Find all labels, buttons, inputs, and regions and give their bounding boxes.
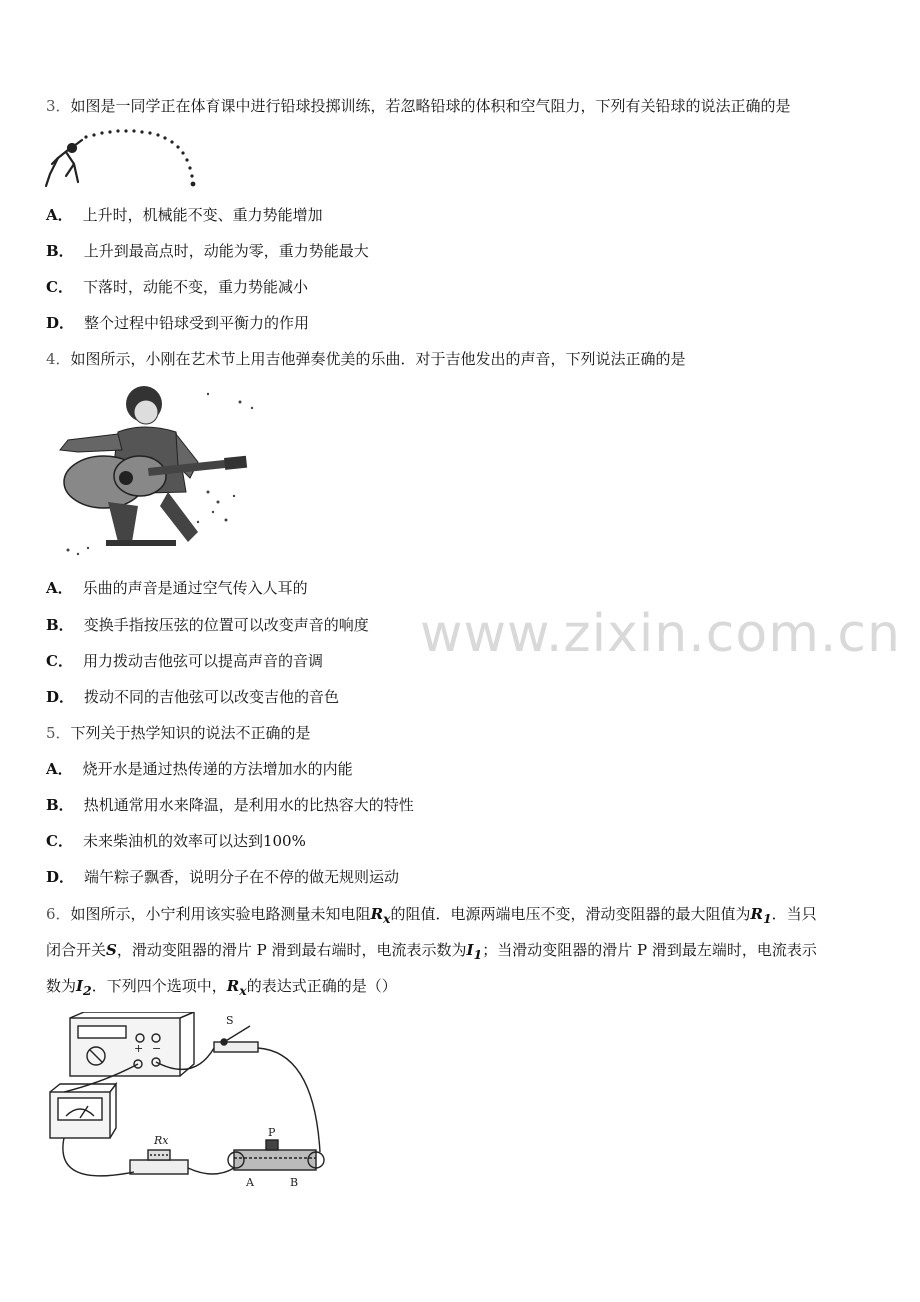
- symbol-rx-sub: x: [239, 983, 247, 998]
- option-letter: B．: [46, 616, 74, 634]
- option-letter: B．: [46, 796, 74, 814]
- option-text: 端午粽子飘香，说明分子在不停的做无规则运动: [84, 868, 400, 886]
- option-text: 未来柴油机的效率可以达到100%: [82, 832, 306, 850]
- q6-text: 的阻值．电源两端电压不变，滑动变阻器的最大阻值为: [390, 905, 751, 923]
- option-text: 烧开水是通过热传递的方法增加水的内能: [82, 760, 353, 778]
- watermark: www.zixin.com.cn: [420, 604, 901, 664]
- shot-put-figure: [44, 124, 204, 192]
- label-plus: +: [134, 1042, 144, 1055]
- q4-stem-text: 如图所示，小刚在艺术节上用吉他弹奏优美的乐曲．对于吉他发出的声音，下列说法正确的是: [70, 350, 686, 368]
- athlete-drawing: [46, 140, 82, 186]
- q4-option-a: [46, 578, 308, 598]
- option-text: 下落时，动能不变，重力势能减小: [82, 278, 308, 296]
- option-letter: A．: [46, 206, 73, 224]
- q3-stem-text: 如图是一同学正在体育课中进行铅球投掷训练，若忽略铅球的体积和空气阻力，下列有关铅球的说法正确的是: [70, 97, 791, 115]
- q3-number: 3．: [46, 97, 71, 115]
- q6-text: ．当只: [771, 905, 817, 923]
- q6-text: 的表达式正确的是（）: [246, 977, 397, 995]
- q3-option-b: [46, 241, 369, 261]
- q6-text: ．下列四个选项中，: [91, 977, 227, 995]
- q5-option-b: [46, 795, 414, 815]
- symbol-s: S: [106, 941, 117, 959]
- q3-stem: [46, 96, 791, 116]
- symbol-rx: [226, 977, 247, 998]
- q6-stem-line-1: [46, 904, 817, 929]
- q6-number: 6．: [46, 905, 71, 923]
- q3-option-d: [46, 313, 309, 333]
- q4-option-d: [46, 687, 339, 707]
- symbol-i1-sub: 1: [473, 947, 483, 962]
- option-text: 热机通常用水来降温，是利用水的比热容大的特性: [83, 796, 414, 814]
- option-letter: D．: [46, 688, 75, 706]
- guitar-player-drawing: [60, 386, 253, 555]
- option-text: 用力拨动吉他弦可以提高声音的音调: [82, 652, 323, 670]
- circuit-drawing: [50, 1012, 324, 1176]
- circuit-figure: [44, 1012, 344, 1188]
- q6-text: 数为: [46, 977, 77, 995]
- label-slider: P: [268, 1126, 276, 1139]
- symbol-rx-sub: x: [383, 911, 391, 926]
- q4-number: 4．: [46, 350, 71, 368]
- option-text: 变换手指按压弦的位置可以改变声音的响度: [83, 616, 369, 634]
- symbol-rx: [370, 905, 391, 926]
- option-text: 整个过程中铅球受到平衡力的作用: [84, 314, 310, 332]
- q3-option-c: [46, 277, 308, 297]
- option-text: 上升到最高点时，动能为零，重力势能最大: [83, 242, 369, 260]
- q4-option-b: [46, 615, 369, 635]
- symbol-i1: [466, 941, 483, 962]
- option-text: 乐曲的声音是通过空气传入人耳的: [82, 579, 308, 597]
- label-end-a: A: [246, 1176, 254, 1188]
- guitar-player-figure: [48, 382, 258, 562]
- symbol-rx-base: R: [226, 977, 240, 995]
- symbol-i2: [76, 977, 92, 998]
- symbol-r1-sub: 1: [762, 911, 772, 926]
- option-letter: D．: [46, 868, 75, 886]
- symbol-i2-sub: 2: [83, 983, 92, 998]
- symbol-r1: [750, 905, 772, 926]
- label-switch: S: [226, 1014, 234, 1027]
- q5-stem: [46, 723, 311, 743]
- option-letter: C．: [46, 832, 73, 850]
- option-letter: A．: [46, 760, 73, 778]
- option-letter: D．: [46, 314, 75, 332]
- symbol-r1-base: R: [750, 905, 763, 923]
- label-resistor: Rx: [154, 1134, 169, 1147]
- q6-text: 闭合开关: [46, 941, 107, 959]
- option-letter: C．: [46, 278, 73, 296]
- q5-option-a: [46, 759, 353, 779]
- q3-option-a: [46, 205, 323, 225]
- q5-option-d: [46, 867, 399, 887]
- label-end-b: B: [290, 1176, 299, 1188]
- option-letter: B．: [46, 242, 74, 260]
- q5-number: 5．: [46, 724, 71, 742]
- symbol-i1-base: I: [466, 941, 474, 959]
- q6-stem-line-2: [46, 940, 817, 965]
- q6-text: ；当滑动变阻器的滑片 P 滑到最左端时，电流表示: [482, 941, 817, 959]
- option-letter: C．: [46, 652, 73, 670]
- symbol-rx-base: R: [370, 905, 384, 923]
- option-text: 拨动不同的吉他弦可以改变吉他的音色: [84, 688, 340, 706]
- q6-text: ，滑动变阻器的滑片 P 滑到最右端时，电流表示数为: [116, 941, 467, 959]
- q6-text: 如图所示，小宁利用该实验电路测量未知电阻: [70, 905, 371, 923]
- q5-stem-text: 下列关于热学知识的说法不正确的是: [70, 724, 311, 742]
- q6-stem-line-3: [46, 976, 397, 1001]
- q5-option-c: [46, 831, 306, 851]
- q4-option-c: [46, 651, 323, 671]
- option-text: 上升时，机械能不变、重力势能增加: [82, 206, 323, 224]
- symbol-i2-base: I: [76, 977, 84, 995]
- q4-stem: [46, 349, 686, 369]
- option-letter: A．: [46, 579, 73, 597]
- label-minus: −: [152, 1042, 162, 1055]
- trajectory-dots: [84, 129, 195, 186]
